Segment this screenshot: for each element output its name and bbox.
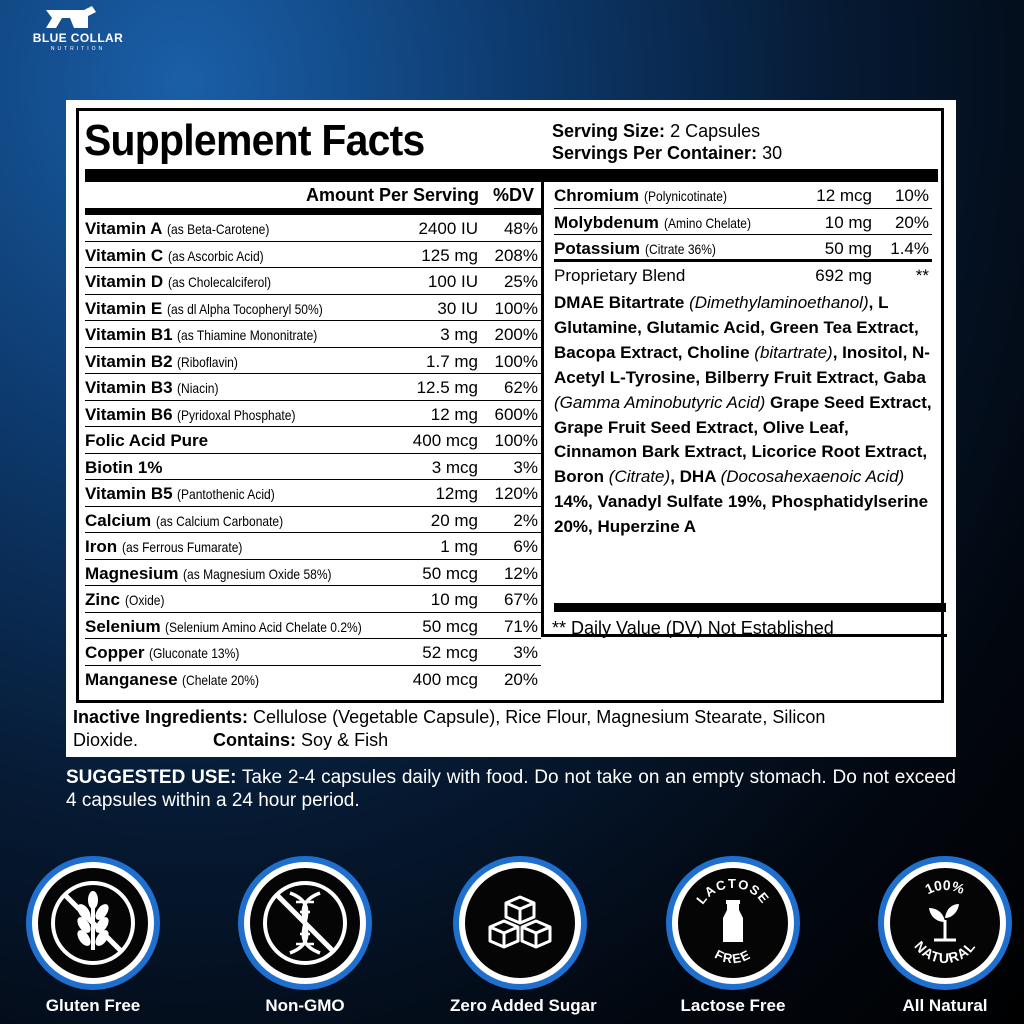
nutrient-row bbox=[85, 613, 541, 640]
nutrient-amount: 125 mg bbox=[421, 245, 478, 265]
suggested-use-text: Take 2-4 capsules daily with food. Do not take on an empty stomach. Do not exceed 4 capsules within a 24 hour period. bbox=[66, 767, 956, 811]
nutrient-name: Vitamin B6 (Pyridoxal Phosphate) bbox=[85, 404, 296, 424]
nutrient-name: Molybdenum (Amino Chelate) bbox=[554, 212, 751, 232]
nutrient-dv: 20% bbox=[894, 212, 929, 232]
dv-header: %DV bbox=[492, 184, 534, 205]
nutrient-row bbox=[85, 533, 541, 560]
badge-lactose-free bbox=[663, 856, 803, 1016]
serving-info bbox=[552, 120, 782, 164]
brand-mark-icon bbox=[40, 6, 100, 30]
nutrient-source: (Chelate 20%) bbox=[182, 671, 260, 688]
header-divider bbox=[85, 208, 541, 215]
nutrient-amount: 50 mcg bbox=[422, 563, 478, 583]
nutrient-amount: 1.7 mg bbox=[426, 351, 478, 371]
nutrient-row bbox=[85, 321, 541, 348]
footnote-divider bbox=[554, 603, 946, 612]
nutrient-source: (Polynicotinate) bbox=[643, 188, 727, 204]
nutrient-name: Chromium (Polynicotinate) bbox=[554, 186, 727, 205]
nutrient-source: (as Thiamine Mononitrate) bbox=[177, 327, 318, 343]
nutrient-amount: 30 IU bbox=[437, 298, 478, 318]
nutrient-dv: 3% bbox=[513, 457, 538, 477]
nutrient-row bbox=[85, 268, 541, 295]
inactive-text: Cellulose (Vegetable Capsule), Rice Flour, Magnesium Stearate, Silicon Dioxide. bbox=[73, 707, 826, 750]
nutrient-amount: 52 mcg bbox=[422, 643, 478, 662]
nutrient-dv: 100% bbox=[494, 351, 538, 371]
nutrient-amount: 20 mg bbox=[430, 510, 478, 530]
nutrient-name: Vitamin D (as Cholecalciferol) bbox=[85, 272, 271, 291]
nutrient-amount: 12 mcg bbox=[816, 186, 872, 205]
gluten-free-icon bbox=[48, 878, 138, 968]
nutrient-amount: 400 mcg bbox=[412, 669, 478, 689]
nutrient-source: (Pyridoxal Phosphate) bbox=[177, 406, 296, 423]
nutrient-row bbox=[85, 560, 541, 587]
badge-label: Non-GMO bbox=[265, 996, 345, 1015]
nutrient-name: Calcium (as Calcium Carbonate) bbox=[85, 510, 284, 530]
nutrient-row bbox=[85, 454, 541, 481]
nutrient-name: Folic Acid Pure bbox=[85, 431, 209, 450]
nutrient-dv: 6% bbox=[513, 537, 538, 556]
badge-gluten-free bbox=[23, 856, 163, 1016]
nutrient-dv: 208% bbox=[494, 245, 538, 265]
nutrient-name: Iron (as Ferrous Fumarate) bbox=[85, 537, 243, 556]
nutrient-dv: 62% bbox=[503, 378, 538, 397]
svg-text:NATURAL: NATURAL bbox=[911, 937, 979, 967]
brand-logo bbox=[18, 6, 138, 62]
nutrient-source: (as Magnesium Oxide 58%) bbox=[183, 565, 332, 582]
blend-ingredients: DMAE Bitartrate (Dimethylaminoethanol), L Glutamine, Glutamic Acid, Green Tea Extract, Bacopa Extract, Choline (bitartrate), Inositol, N-Acetyl L-Tyrosine, Bilberry Fruit Extract, Gaba (Gamma Aminobutyric Acid) Grape Seed Extract, Grape Fruit Seed Extract, Olive Leaf, Cinnamon Bark Extract, Licorice Root Extract, Boron (Citrate), DHA (Docosahexaenoic Acid) 14%, Vanadyl Sulfate 19%, Phosphatidylserine 20%, Huperzine A bbox=[554, 293, 932, 537]
nutrient-source: (Gluconate 13%) bbox=[149, 645, 240, 661]
nutrient-dv: 48% bbox=[503, 219, 538, 238]
non-gmo-icon bbox=[260, 878, 350, 968]
nutrient-dv: 3% bbox=[513, 643, 538, 662]
nutrient-dv: 600% bbox=[494, 404, 538, 424]
nutrient-amount: 12.5 mg bbox=[416, 378, 478, 397]
nutrient-row bbox=[85, 401, 541, 428]
nutrient-name: Biotin 1% bbox=[85, 457, 163, 477]
serving-size-label: Serving Size: bbox=[552, 121, 666, 141]
nutrient-dv: 200% bbox=[494, 325, 538, 344]
nutrient-row bbox=[85, 666, 541, 693]
badge-zero-added-sugar bbox=[450, 856, 597, 1016]
nutrient-row bbox=[554, 182, 932, 209]
badge-label: Zero Added Sugar bbox=[450, 996, 597, 1015]
nutrient-row bbox=[85, 215, 541, 242]
nutrient-amount: 2400 IU bbox=[418, 219, 478, 238]
nutrient-name: Zinc (Oxide) bbox=[85, 590, 165, 609]
nutrient-row bbox=[85, 586, 541, 613]
thick-divider bbox=[85, 169, 938, 182]
nutrient-name: Selenium (Selenium Amino Acid Chelate 0.2%) bbox=[85, 616, 363, 636]
facts-title: Supplement Facts bbox=[84, 116, 425, 165]
nutrient-source: (as dl Alpha Tocopheryl 50%) bbox=[166, 300, 323, 317]
nutrient-source: (as Beta-Carotene) bbox=[167, 221, 270, 237]
nutrient-amount: 100 IU bbox=[427, 272, 478, 291]
badge-non-gmo bbox=[235, 856, 375, 1016]
nutrient-amount: 10 mg bbox=[824, 212, 872, 232]
contains-label: Contains: bbox=[213, 730, 297, 750]
nutrient-source: (Amino Chelate) bbox=[663, 214, 751, 231]
nutrient-amount: 3 mg bbox=[440, 325, 478, 344]
nutrient-dv: 10% bbox=[894, 186, 929, 205]
nutrient-dv: 1.4% bbox=[890, 239, 929, 258]
nutrient-row bbox=[554, 235, 932, 262]
brand-name: BLUE COLLAR bbox=[32, 31, 124, 45]
nutrient-amount: 50 mg bbox=[824, 239, 872, 258]
nutrient-dv: 71% bbox=[503, 616, 538, 636]
nutrient-source: (as Ascorbic Acid) bbox=[167, 247, 264, 264]
nutrient-dv: 100% bbox=[494, 431, 538, 450]
contains-text: Soy & Fish bbox=[296, 730, 389, 750]
suggested-use-label: SUGGESTED USE: bbox=[66, 767, 237, 788]
inactive-label: Inactive Ingredients: bbox=[73, 707, 249, 727]
nutrient-dv: 12% bbox=[503, 563, 538, 583]
nutrient-name: Manganese (Chelate 20%) bbox=[85, 669, 260, 689]
nutrient-amount: 1 mg bbox=[440, 537, 478, 556]
nutrient-dv: 67% bbox=[503, 590, 538, 609]
brand-sub: NUTRITION bbox=[50, 46, 106, 52]
nutrient-source: (as Calcium Carbonate) bbox=[155, 512, 284, 529]
svg-text:FREE: FREE bbox=[712, 946, 754, 967]
nutrient-dv: 120% bbox=[494, 484, 538, 503]
nutrient-name: Vitamin A (as Beta-Carotene) bbox=[85, 219, 270, 238]
amount-header: Amount Per Serving bbox=[305, 184, 479, 205]
nutrient-amount: 12 mg bbox=[430, 404, 478, 424]
supplement-facts-box bbox=[76, 108, 944, 703]
nutrient-name: Vitamin B2 (Riboflavin) bbox=[85, 351, 239, 371]
nutrient-name: Vitamin E (as dl Alpha Tocopheryl 50%) bbox=[85, 298, 323, 318]
blend-name: Proprietary Blend bbox=[554, 265, 686, 285]
nutrient-name: Vitamin B5 (Pantothenic Acid) bbox=[85, 484, 276, 503]
servings-per-container-value: 30 bbox=[762, 143, 783, 163]
dv-footnote: ** Daily Value (DV) Not Established bbox=[552, 618, 834, 638]
nutrient-row bbox=[85, 374, 541, 401]
nutrient-row bbox=[85, 480, 541, 507]
servings-per-container-label: Servings Per Container: bbox=[552, 143, 758, 163]
badge-label: All Natural bbox=[902, 996, 988, 1015]
nutrient-name: Vitamin B3 (Niacin) bbox=[85, 378, 219, 397]
nutrient-row bbox=[85, 507, 541, 534]
nutrient-table-left bbox=[79, 182, 541, 692]
nutrient-row bbox=[554, 209, 932, 236]
nutrient-name: Magnesium (as Magnesium Oxide 58%) bbox=[85, 563, 332, 583]
nutrient-amount: 12mg bbox=[435, 484, 478, 503]
nutrient-source: (Citrate 36%) bbox=[644, 241, 716, 257]
suggested-use bbox=[66, 766, 956, 812]
nutrient-row bbox=[85, 295, 541, 322]
nutrient-source: (Riboflavin) bbox=[177, 353, 239, 370]
all-natural-icon bbox=[892, 870, 998, 976]
nutrient-amount: 50 mcg bbox=[422, 616, 478, 636]
nutrient-name: Copper (Gluconate 13%) bbox=[85, 643, 240, 662]
badge-label: Lactose Free bbox=[680, 996, 786, 1015]
nutrient-name: Vitamin B1 (as Thiamine Mononitrate) bbox=[85, 325, 318, 344]
nutrient-source: (as Cholecalciferol) bbox=[167, 274, 271, 290]
nutrient-dv: 20% bbox=[503, 669, 538, 689]
svg-text:100%: 100% bbox=[922, 876, 967, 898]
inactive-ingredients bbox=[73, 706, 943, 752]
badge-label: Gluten Free bbox=[45, 996, 141, 1015]
nutrient-row bbox=[85, 639, 541, 666]
blend-amount: 692 mg bbox=[815, 265, 872, 285]
nutrient-amount: 400 mcg bbox=[412, 431, 478, 450]
nutrient-name: Vitamin C (as Ascorbic Acid) bbox=[85, 245, 264, 265]
column-headers bbox=[79, 182, 541, 208]
badge-all-natural bbox=[875, 856, 1015, 1016]
nutrient-dv: 2% bbox=[513, 510, 538, 530]
nutrient-row bbox=[85, 242, 541, 269]
sugar-cubes-icon bbox=[480, 883, 560, 963]
nutrient-table-right bbox=[554, 182, 932, 540]
nutrient-amount: 10 mg bbox=[430, 590, 478, 609]
nutrient-amount: 3 mcg bbox=[431, 457, 478, 477]
nutrient-dv: 100% bbox=[494, 298, 538, 318]
lactose-free-icon bbox=[680, 870, 786, 976]
nutrient-source: (as Ferrous Fumarate) bbox=[121, 539, 243, 555]
supplement-panel bbox=[66, 100, 956, 757]
nutrient-source: (Niacin) bbox=[177, 380, 219, 396]
proprietary-blend-row bbox=[554, 262, 932, 289]
nutrient-dv: 25% bbox=[503, 272, 538, 291]
serving-size-value: 2 Capsules bbox=[670, 121, 761, 141]
nutrient-name: Potassium (Citrate 36%) bbox=[554, 239, 716, 258]
blend-dv: ** bbox=[915, 265, 929, 285]
nutrient-source: (Selenium Amino Acid Chelate 0.2%) bbox=[165, 618, 363, 635]
nutrient-source: (Pantothenic Acid) bbox=[177, 486, 276, 502]
svg-text:LACTOSE: LACTOSE bbox=[693, 875, 773, 907]
nutrient-row bbox=[85, 348, 541, 375]
nutrient-row bbox=[85, 427, 541, 454]
nutrient-source: (Oxide) bbox=[124, 592, 165, 608]
column-divider bbox=[541, 182, 544, 637]
